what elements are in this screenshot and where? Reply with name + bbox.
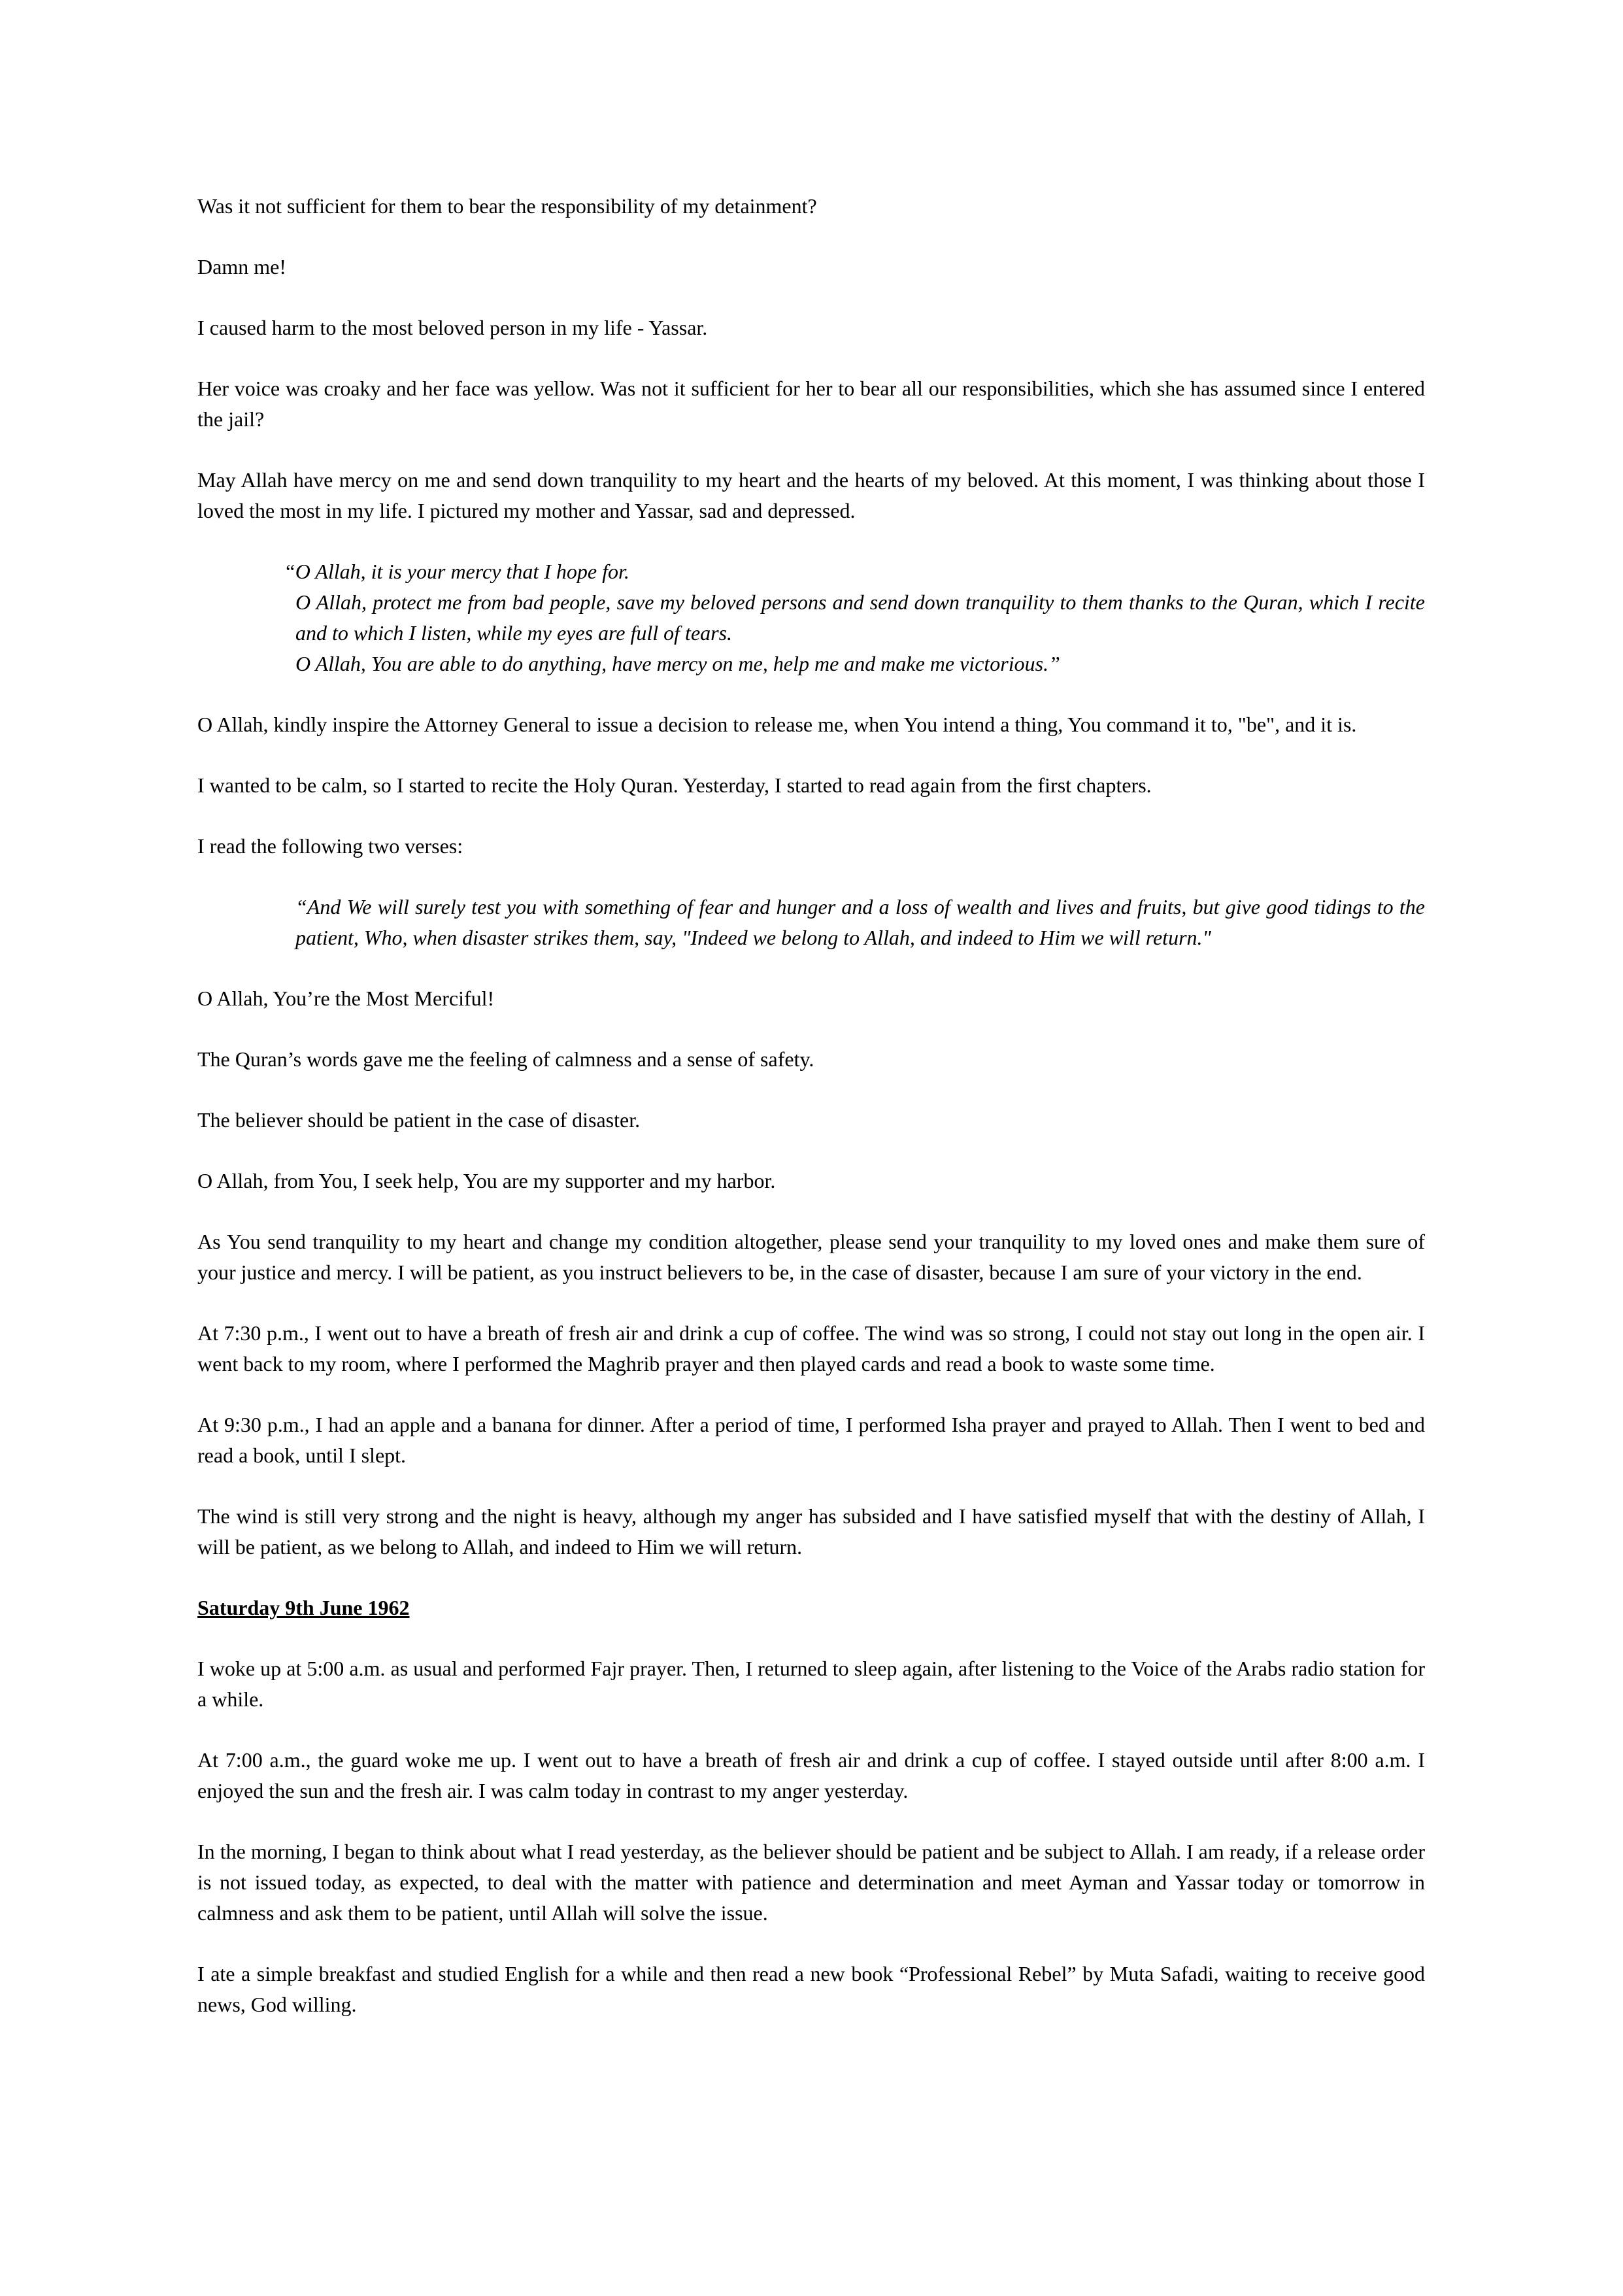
paragraph-believer-patient: The believer should be patient in the case of disaster. <box>197 1108 641 1132</box>
paragraph-send-tranquility: As You send tranquility to my heart and change my condition altogether, please send your tranquility to my loved ones and make them sure of your justice and mercy. I will be patient, as you instruct believers to be, in the case of disaster, because I am sure of your victory in the end. <box>197 1230 1425 1284</box>
paragraph-caused-harm: I caused harm to the most beloved person in my life - Yassar. <box>197 316 708 339</box>
verse-quote: “And We will surely test you with something of fear and hunger and a loss of wealth and lives and fruits, but give good tidings to the patient, Who, when disaster strikes them, say, "Indeed we belong to Allah, and indeed to Him we will return." <box>295 895 1425 949</box>
paragraph-evening-930: At 9:30 p.m., I had an apple and a banana for dinner. After a period of time, I performed Isha prayer and prayed to Allah. Then I went to bed and read a book, until I slept. <box>197 1413 1425 1467</box>
paragraph-recite-quran: I wanted to be calm, so I started to recite the Holy Quran. Yesterday, I started to read again from the first chapters. <box>197 773 1152 797</box>
prayer-line-1: “O Allah, it is your mercy that I hope for. <box>284 560 629 583</box>
paragraph-breakfast: I ate a simple breakfast and studied English for a while and then read a new book “Professional Rebel” by Muta Safadi, waiting to receive good news, God willing. <box>197 1962 1425 2016</box>
paragraph-seek-help: O Allah, from You, I seek help, You are my supporter and my harbor. <box>197 1169 776 1192</box>
paragraph-quran-words: The Quran’s words gave me the feeling of calmness and a sense of safety. <box>197 1047 814 1071</box>
prayer-line-3: O Allah, You are able to do anything, have mercy on me, help me and make me victorious.” <box>295 652 1060 675</box>
paragraph-most-merciful: O Allah, You’re the Most Merciful! <box>197 987 495 1010</box>
paragraph-two-verses: I read the following two verses: <box>197 834 463 858</box>
paragraph-morning-thoughts: In the morning, I began to think about what I read yesterday, as the believer should be patient and be subject to Allah. I am ready, if a release order is not issued today, as expected, to deal with the matter with patience and determination and meet Ayman and Yassar today or tomorrow in calmness and ask them to be patient, until Allah will solve the issue. <box>197 1840 1425 1925</box>
paragraph-wind-strong: The wind is still very strong and the night is heavy, although my anger has subsided and I have satisfied myself that with the destiny of Allah, I will be patient, as we belong to Allah, and indeed to Him we will return. <box>197 1504 1425 1559</box>
paragraph-guard-woke: At 7:00 a.m., the guard woke me up. I went out to have a breath of fresh air and drink a cup of coffee. I stayed outside until after 8:00 a.m. I enjoyed the sun and the fresh air. I was calm today in contrast to my anger yesterday. <box>197 1748 1425 1802</box>
paragraph-detainment-question: Was it not sufficient for them to bear the responsibility of my detainment? <box>197 194 817 218</box>
document-page <box>197 191 1425 2050</box>
paragraph-woke-up: I woke up at 5:00 a.m. as usual and performed Fajr prayer. Then, I returned to sleep again, after listening to the Voice of the Arabs radio station for a while. <box>197 1657 1425 1711</box>
paragraph-damn-me: Damn me! <box>197 255 286 279</box>
paragraph-mercy-tranquility: May Allah have mercy on me and send down tranquility to my heart and the hearts of my beloved. At this moment, I was thinking about those I loved the most in my life. I pictured my mother and Yassar, sad and depressed. <box>197 468 1425 522</box>
paragraph-attorney-general: O Allah, kindly inspire the Attorney General to issue a decision to release me, when You intend a thing, You command it to, "be", and it is. <box>197 713 1357 736</box>
paragraph-croaky-voice: Her voice was croaky and her face was yellow. Was not it sufficient for her to bear all our responsibilities, which she has assumed since I entered the jail? <box>197 377 1425 431</box>
date-heading: Saturday 9th June 1962 <box>197 1596 410 1619</box>
paragraph-evening-730: At 7:30 p.m., I went out to have a breath of fresh air and drink a cup of coffee. The wind was so strong, I could not stay out long in the open air. I went back to my room, where I performed the Maghrib prayer and then played cards and read a book to waste some time. <box>197 1321 1425 1376</box>
prayer-line-2: O Allah, protect me from bad people, save my beloved persons and send down tranquility to them thanks to the Quran, which I recite and to which I listen, while my eyes are full of tears. <box>295 590 1425 645</box>
prayer-quote <box>197 556 1425 679</box>
